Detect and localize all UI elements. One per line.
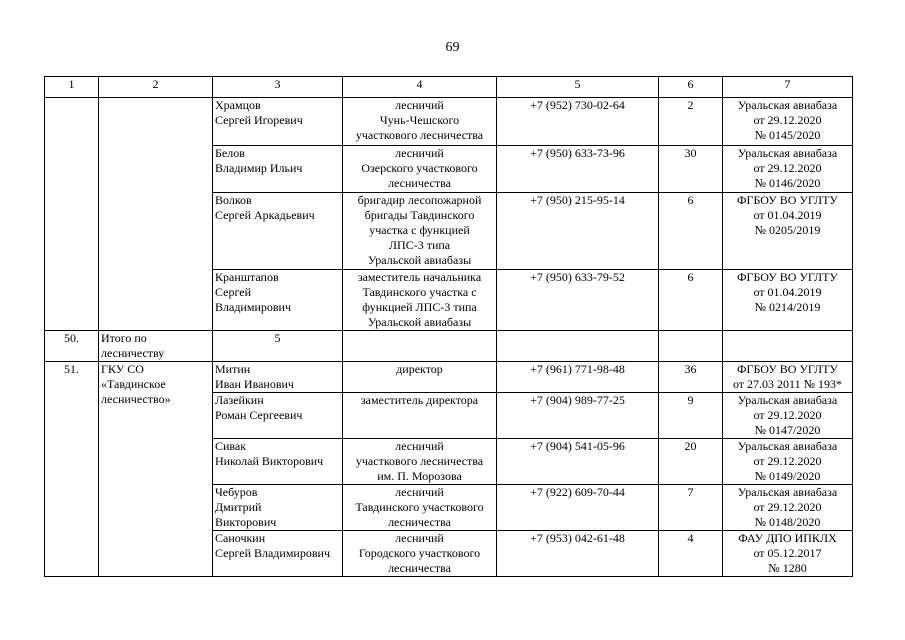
column-number: 3: [213, 77, 343, 98]
empty-cell: [497, 331, 659, 362]
employee-position: лесничий Тавдинского участкового лесничества: [343, 485, 497, 531]
column-number: 1: [45, 77, 99, 98]
employee-experience: 6: [659, 193, 723, 270]
employee-name: Чебуров Дмитрий Викторович: [213, 485, 343, 531]
employee-position: лесничий участкового лесничества им. П. Морозова: [343, 439, 497, 485]
column-number: 7: [723, 77, 853, 98]
empty-cell: [659, 331, 723, 362]
employee-experience: 7: [659, 485, 723, 531]
employee-experience: 4: [659, 531, 723, 577]
employee-name: Саночкин Сергей Владимирович: [213, 531, 343, 577]
employee-name: Храмцов Сергей Игоревич: [213, 98, 343, 146]
employee-position: бригадир лесопожарной бригады Тавдинского участка с функцией ЛПС-3 типа Уральской авиабазы: [343, 193, 497, 270]
employee-certificate: Уральская авиабаза от 29.12.2020 № 0146/2020: [723, 146, 853, 193]
employee-position: лесничий Городского участкового лесничества: [343, 531, 497, 577]
employee-position: лесничий Чунь-Чешского участкового лесничества: [343, 98, 497, 146]
employee-certificate: Уральская авиабаза от 29.12.2020 № 0149/2020: [723, 439, 853, 485]
total-row-number: 50.: [45, 331, 99, 362]
employee-experience: 30: [659, 146, 723, 193]
employee-phone: +7 (950) 215-95-14: [497, 193, 659, 270]
employee-phone: +7 (952) 730-02-64: [497, 98, 659, 146]
group-organization: ГКУ СО «Тавдинское лесничество»: [99, 362, 213, 577]
organization-cell: [99, 98, 213, 331]
employee-phone: +7 (950) 633-73-96: [497, 146, 659, 193]
employee-phone: +7 (950) 633-79-52: [497, 270, 659, 331]
employee-phone: +7 (953) 042-61-48: [497, 531, 659, 577]
employee-name: Митин Иван Иванович: [213, 362, 343, 393]
row-number-cell: [45, 98, 99, 331]
employee-phone: +7 (904) 541-05-96: [497, 439, 659, 485]
employee-certificate: ФГБОУ ВО УГЛТУ от 01.04.2019 № 0205/2019: [723, 193, 853, 270]
employee-position: лесничий Озерского участкового лесничества: [343, 146, 497, 193]
page-number: 69: [445, 40, 460, 55]
column-number: 5: [497, 77, 659, 98]
employee-name: Белов Владимир Ильич: [213, 146, 343, 193]
employee-certificate: ФАУ ДПО ИПКЛХ от 05.12.2017 № 1280: [723, 531, 853, 577]
employee-phone: +7 (961) 771-98-48: [497, 362, 659, 393]
employee-experience: 20: [659, 439, 723, 485]
group-number: 51.: [45, 362, 99, 577]
employee-position: заместитель директора: [343, 393, 497, 439]
employee-experience: 9: [659, 393, 723, 439]
employee-certificate: Уральская авиабаза от 29.12.2020 № 0147/2020: [723, 393, 853, 439]
empty-cell: [343, 331, 497, 362]
column-number: 4: [343, 77, 497, 98]
column-number: 6: [659, 77, 723, 98]
employee-position: директор: [343, 362, 497, 393]
employee-phone: +7 (922) 609-70-44: [497, 485, 659, 531]
column-number-row: [45, 77, 853, 98]
employee-name: Лазейкин Роман Сергеевич: [213, 393, 343, 439]
table-row: [45, 362, 853, 393]
employee-certificate: Уральская авиабаза от 29.12.2020 № 0145/2020: [723, 98, 853, 146]
column-number: 2: [99, 77, 213, 98]
employee-certificate: ФГБОУ ВО УГЛТУ от 01.04.2019 № 0214/2019: [723, 270, 853, 331]
employee-experience: 36: [659, 362, 723, 393]
total-row-label: Итого по лесничеству: [99, 331, 213, 362]
personnel-table: [44, 76, 853, 577]
employee-name: Волков Сергей Аркадьевич: [213, 193, 343, 270]
employee-certificate: Уральская авиабаза от 29.12.2020 № 0148/2020: [723, 485, 853, 531]
employee-experience: 2: [659, 98, 723, 146]
empty-cell: [723, 331, 853, 362]
employee-experience: 6: [659, 270, 723, 331]
employee-certificate: ФГБОУ ВО УГЛТУ от 27.03 2011 № 193*: [723, 362, 853, 393]
table-row: [45, 98, 853, 146]
employee-phone: +7 (904) 989-77-25: [497, 393, 659, 439]
employee-name: Сивак Николай Викторович: [213, 439, 343, 485]
total-row-value: 5: [213, 331, 343, 362]
total-row: [45, 331, 853, 362]
employee-name: Кранштапов Сергей Владимирович: [213, 270, 343, 331]
employee-position: заместитель начальника Тавдинского участка с функцией ЛПС-3 типа Уральской авиабазы: [343, 270, 497, 331]
